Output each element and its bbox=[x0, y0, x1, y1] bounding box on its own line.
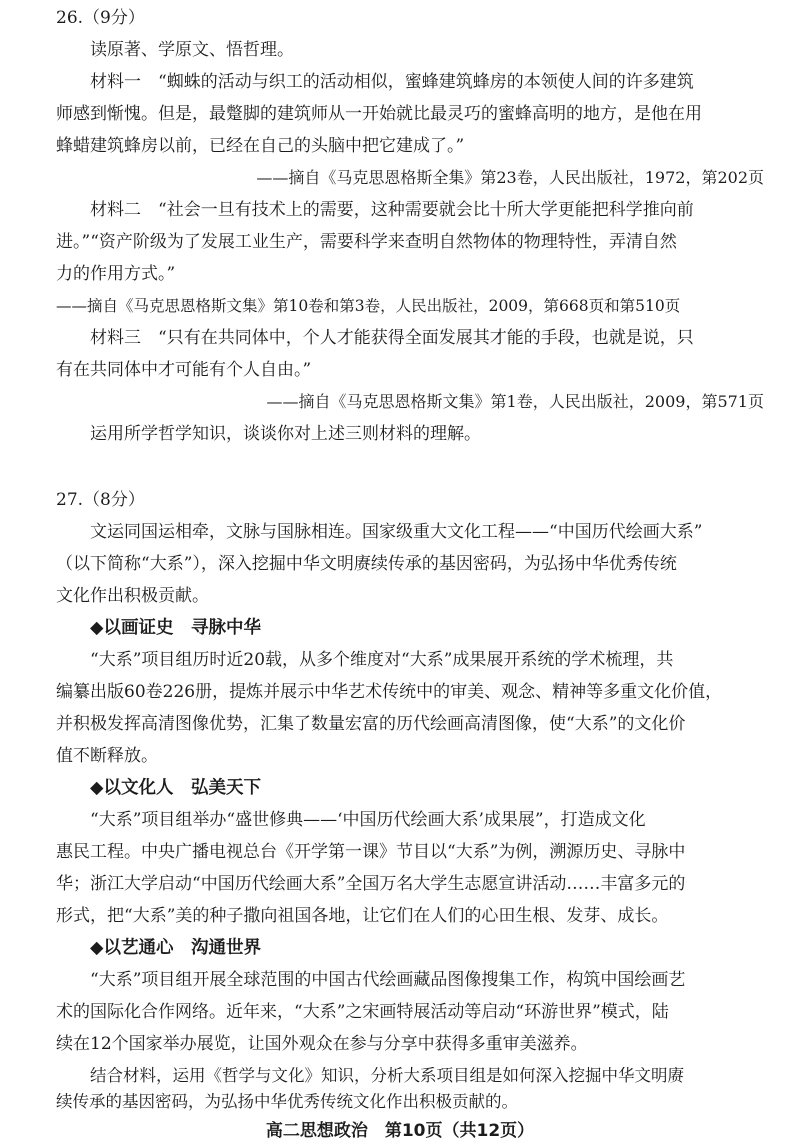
q27-section1-line4: 值不断释放。 bbox=[56, 746, 158, 766]
q26-material1-source: ——摘自《马克思恩格斯全集》第23卷，人民出版社，1972，第202页 bbox=[256, 168, 764, 187]
q27-task-line1: 结合材料，运用《哲学与文化》知识，分析大系项目组是如何深入挖掘中华文明赓 bbox=[90, 1066, 684, 1085]
q27-heading-2: ◆以文化人 弘美天下 bbox=[90, 778, 261, 798]
q27-section1-line2: 编纂出版60卷226册，提炼并展示中华艺术传统中的审美、观念、精神等多重文化价值， bbox=[56, 682, 723, 702]
q27-section1-line3: 并积极发挥高清图像优势，汇集了数量宏富的历代绘画高清图像，使“大系”的文化价 bbox=[56, 714, 686, 734]
q26-material2-line3: 力的作用方式。” bbox=[56, 264, 176, 284]
q26-material2-source: ——摘自《马克思恩格斯文集》第10卷和第3卷，人民出版社，2009，第668页和第510页 bbox=[56, 297, 681, 315]
q26-material3-line1: 材料三 “只有在共同体中，个人才能获得全面发展其才能的手段，也就是说，只 bbox=[90, 328, 694, 348]
q27-intro-line3: 文化作出积极贡献。 bbox=[56, 586, 209, 606]
q26-number: 26.（9分） bbox=[56, 8, 145, 28]
q27-section2-line1: “大系”项目组举办“盛世修典——‘中国历代绘画大系’成果展”，打造成文化 bbox=[90, 810, 646, 830]
q26-material1-line1: 材料一 “蜘蛛的活动与织工的活动相似，蜜蜂建筑蜂房的本领使人间的许多建筑 bbox=[90, 72, 694, 92]
q26-intro: 读原著、学原文、悟哲理。 bbox=[90, 40, 294, 60]
q26-material2-line1: 材料二 “社会一旦有技术上的需要，这种需要就会比十所大学更能把科学推向前 bbox=[90, 200, 694, 220]
q27-section1-line1: “大系”项目组历时近20载，从多个维度对“大系”成果展开系统的学术梳理，共 bbox=[90, 650, 674, 670]
q27-task-line2: 续传承的基因密码，为弘扬中华优秀传统文化作出积极贡献的。 bbox=[56, 1092, 518, 1111]
q27-section3-line1: “大系”项目组开展全球范围的中国古代绘画藏品图像搜集工作，构筑中国绘画艺 bbox=[90, 970, 686, 990]
q26-task: 运用所学哲学知识，谈谈你对上述三则材料的理解。 bbox=[90, 424, 481, 444]
q27-section2-line3: 华；浙江大学启动“中国历代绘画大系”全国万名大学生志愿宣讲活动……丰富多元的 bbox=[56, 874, 686, 894]
q27-section3-line2: 术的国际化合作网络。近年来，“大系”之宋画特展活动等启动“环游世界”模式，陆 bbox=[56, 1002, 669, 1022]
footer-page-label: 高二思想政治 第10页（共12页） bbox=[265, 1121, 535, 1141]
q26-material1-line2: 师感到惭愧。但是，最蹩脚的建筑师从一开始就比最灵巧的蜜蜂高明的地方，是他在用 bbox=[56, 104, 702, 124]
q27-intro-line1: 文运同国运相牵，文脉与国脉相连。国家级重大文化工程——“中国历代绘画大系” bbox=[90, 522, 703, 542]
q26-material2-line2: 进。”“资产阶级为了发展工业生产，需要科学来查明自然物体的物理特性，弄清自然 bbox=[56, 232, 677, 252]
q26-material3-line2: 有在共同体中才可能有个人自由。” bbox=[56, 360, 312, 380]
q27-number: 27.（8分） bbox=[56, 490, 145, 510]
q27-intro-line2: （以下简称“大系”），深入挖掘中华文明赓续传承的基因密码，为弘扬中华优秀传统 bbox=[56, 554, 677, 574]
q26-material3-source: ——摘自《马克思恩格斯文集》第1卷，人民出版社，2009，第571页 bbox=[266, 392, 764, 411]
q27-section2-line2: 惠民工程。中央广播电视总台《开学第一课》节目以“大系”为例，溯源历史、寻脉中 bbox=[56, 842, 686, 862]
q27-heading-3: ◆以艺通心 沟通世界 bbox=[90, 938, 261, 958]
q27-heading-1: ◆以画证史 寻脉中华 bbox=[90, 618, 261, 638]
q26-material1-line3: 蜂蜡建筑蜂房以前，已经在自己的头脑中把它建成了。” bbox=[56, 136, 465, 156]
q27-section2-line4: 形式，把“大系”美的种子撒向祖国各地，让它们在人们的心田生根、发芽、成长。 bbox=[56, 906, 669, 926]
q27-section3-line3: 续在12个国家举办展览，让国外观众在参与分享中获得多重审美滋养。 bbox=[56, 1034, 588, 1054]
